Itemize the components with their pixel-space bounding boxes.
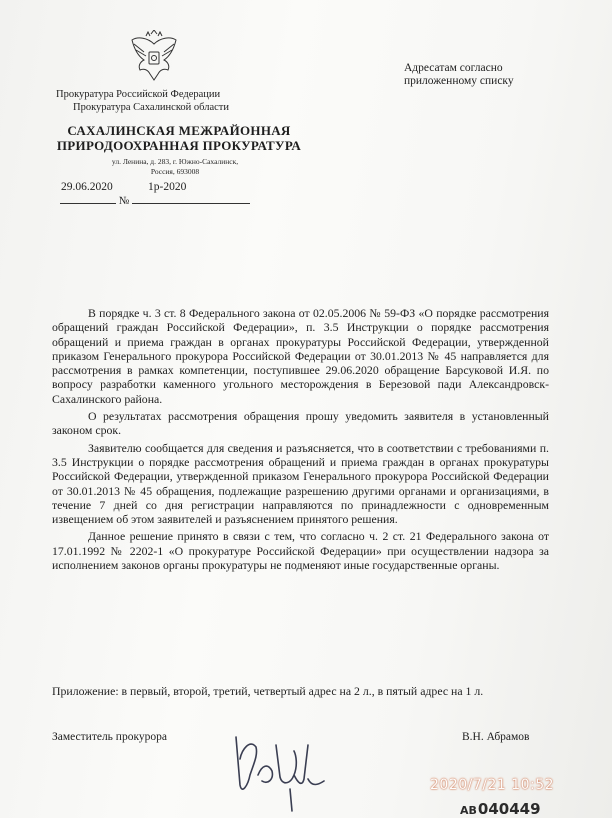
coat-of-arms-icon bbox=[128, 30, 180, 84]
recipient-block bbox=[404, 62, 594, 88]
recipient-line-2: приложенному списку bbox=[404, 75, 514, 87]
outgoing-number: 1р-2020 bbox=[148, 181, 187, 193]
serial-number bbox=[460, 800, 541, 818]
serial-digits: 040449 bbox=[477, 800, 541, 818]
agency-line-2: Прокуратура Сахалинской области bbox=[73, 102, 229, 113]
paragraph: В порядке ч. 3 ст. 8 Федерального закона от 02.05.2006 № 59-ФЗ «О порядке рассмотрения обращений граждан Российской Федерации», п. 3.5 Инструкции о порядке рассмотрения обращений и приема граждан в органах прокуратуры Российской Федерации, утвержденной приказом Генерального прокурора Российской Федерации от 30.01.2013 № 45 направляется для рассмотрения в рамках компетенции, поступившее 29.06.2020 обращение Барсуковой И.Я. по вопросу разработки каменного угольного месторождения в Березовой пади Александровск-Сахалинского района. bbox=[52, 306, 549, 406]
organization-address bbox=[70, 157, 280, 176]
organization-name bbox=[54, 123, 304, 153]
org-name-line-2: ПРИРОДООХРАННАЯ ПРОКУРАТУРА bbox=[56, 138, 302, 153]
attachment-note: Приложение: в первый, второй, третий, четвертый адрес на 2 л., в пятый адрес на 1 л. bbox=[52, 684, 484, 698]
signer-name: В.Н. Абрамов bbox=[462, 731, 530, 743]
number-underline bbox=[132, 193, 250, 204]
agency-line-1: Прокуратура Российской Федерации bbox=[56, 89, 221, 100]
letter-body bbox=[52, 306, 549, 575]
signer-position: Заместитель прокурора bbox=[52, 731, 167, 743]
address-line-2: Россия, 693008 bbox=[150, 166, 200, 176]
outgoing-date: 29.06.2020 bbox=[61, 181, 113, 193]
recipient-line-1: Адресатам согласно bbox=[404, 62, 503, 74]
handwritten-signature bbox=[228, 715, 328, 815]
paragraph: Заявителю сообщается для сведения и разъясняется, что в соответствии с требованиями п. 3.5 Инструкции о порядке рассмотрения обращений и приема граждан в органах прокуратуры Российской Федерации, утвержденной приказом Генерального прокурора Российской Федерации от 30.01.2013 № 45 обращения, подлежащие разрешению другими органами и организациями, в течение 7 дней со дня регистрации направляются по принадлежности с одновременным извещением об этом заявителей и разъяснением принятого решения. bbox=[52, 440, 549, 527]
number-sign: № bbox=[118, 195, 130, 207]
photo-timestamp: 2020/7/21 10:52 bbox=[430, 777, 555, 793]
date-underline bbox=[60, 193, 116, 204]
serial-prefix: АВ bbox=[460, 804, 477, 817]
org-name-line-1: САХАЛИНСКАЯ МЕЖРАЙОННАЯ bbox=[67, 123, 291, 138]
registration-line bbox=[60, 193, 250, 207]
paragraph: Данное решение принято в связи с тем, что согласно ч. 2 ст. 21 Федерального закона от 17.01.1992 № 2202-1 «О прокуратуре Российской Федерации» при осуществлении надзора за исполнением законов органы прокуратуры не подменяют иные государственные органы. bbox=[52, 529, 549, 573]
agency-header bbox=[56, 88, 296, 114]
paragraph: О результатах рассмотрения обращения прошу уведомить заявителя в установленный законом срок. bbox=[52, 409, 549, 438]
address-line-1: ул. Ленина, д. 283, г. Южно-Сахалинск, bbox=[111, 157, 239, 166]
